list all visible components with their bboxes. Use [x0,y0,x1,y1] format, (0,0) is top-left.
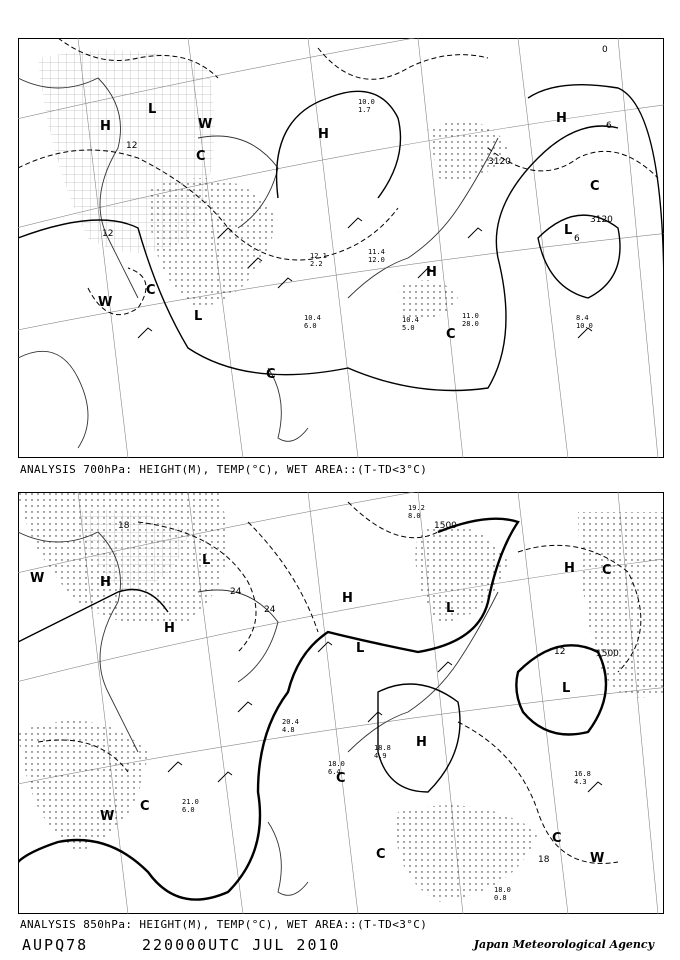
warm-symbol: W [98,295,113,310]
high-symbol: H [318,127,329,142]
station-temp: 18.8 [374,744,391,752]
low-symbol: L [356,641,365,656]
cold-symbol: C [590,179,600,194]
high-symbol: H [164,621,175,636]
contour-label: 3120 [590,215,613,225]
station-dewpoint-depression: 0.8 [494,894,507,902]
cold-symbol: C [336,771,346,786]
station-dewpoint-depression: 4.9 [374,752,387,760]
cold-symbol: C [552,831,562,846]
station-dewpoint-depression: 10.0 [576,322,593,330]
station-temp: 20.4 [282,718,299,726]
station-temp: 8.4 [576,314,589,322]
contour-label: 18 [538,855,550,865]
high-symbol: H [426,265,437,280]
station-temp: 11.4 [368,248,385,256]
cold-symbol: C [140,799,150,814]
low-symbol: L [562,681,571,696]
station-temp: 11.0 [462,312,479,320]
contour-label: 24 [264,605,276,615]
warm-symbol: W [590,851,605,866]
station-temp: 18.0 [494,886,511,894]
contour-label: 12 [102,229,114,239]
contour-label: 0 [602,45,608,55]
station-temp: 10.0 [358,98,375,106]
high-symbol: H [342,591,353,606]
station-temp: 16.8 [574,770,591,778]
contour-label: 12 [554,647,566,657]
panel-caption-700hpa: ANALYSIS 700hPa: HEIGHT(M), TEMP(°C), WET AREA::(T-TD<3°C) [20,463,428,476]
agency-credit: Japan Meteorological Agency [473,938,654,951]
contour-label: 12 [126,141,138,151]
contour-label: 18 [118,521,130,531]
station-dewpoint-depression: 1.7 [358,106,371,114]
station-dewpoint-depression: 5.0 [402,324,415,332]
high-symbol: H [100,575,111,590]
warm-symbol: W [30,571,45,586]
low-symbol: L [194,309,203,324]
station-dewpoint-depression: 4.8 [282,726,295,734]
low-symbol: L [148,102,157,117]
contour-label: 3120 [488,157,511,167]
station-dewpoint-depression: 12.0 [368,256,385,264]
station-dewpoint-depression: 2.2 [310,260,323,268]
cold-symbol: C [146,283,156,298]
warm-symbol: W [198,117,213,132]
high-symbol: H [100,119,111,134]
high-symbol: H [416,735,427,750]
contour-label: 1500 [434,521,457,531]
station-dewpoint-depression: 28.0 [462,320,479,328]
low-symbol: L [564,223,573,238]
map-850hpa-svg [18,492,664,914]
contour-label: 1500 [596,649,619,659]
station-dewpoint-depression: 8.0 [408,512,421,520]
map-panel-850hpa [18,492,664,914]
station-dewpoint-depression: 4.3 [574,778,587,786]
station-temp: 21.0 [182,798,199,806]
station-dewpoint-depression: 6.0 [182,806,195,814]
low-symbol: L [446,601,455,616]
contour-label: 24 [230,587,242,597]
station-dewpoint-depression: 6.0 [304,322,317,330]
valid-time: 220000UTC JUL 2010 [142,936,341,954]
contour-label: 6 [606,121,612,131]
low-symbol: L [202,553,211,568]
cold-symbol: C [266,367,276,382]
cold-symbol: C [196,149,206,164]
cold-symbol: C [602,563,612,578]
station-temp: 19.2 [408,504,425,512]
station-temp: 18.0 [328,760,345,768]
panel-caption-850hpa: ANALYSIS 850hPa: HEIGHT(M), TEMP(°C), WET AREA::(T-TD<3°C) [20,918,428,931]
high-symbol: H [564,561,575,576]
station-temp: 10.4 [402,316,419,324]
station-dewpoint-depression: 6.4 [328,768,341,776]
high-symbol: H [556,111,567,126]
station-temp: 10.4 [304,314,321,322]
bulletin-code: AUPQ78 [22,936,89,954]
map-700hpa-svg [18,38,664,458]
warm-symbol: W [100,809,115,824]
map-panel-700hpa [18,38,664,458]
station-temp: 12.1 [310,252,327,260]
cold-symbol: C [446,327,456,342]
cold-symbol: C [376,847,386,862]
wet-areas [18,492,664,902]
contour-label: 6 [574,234,580,244]
